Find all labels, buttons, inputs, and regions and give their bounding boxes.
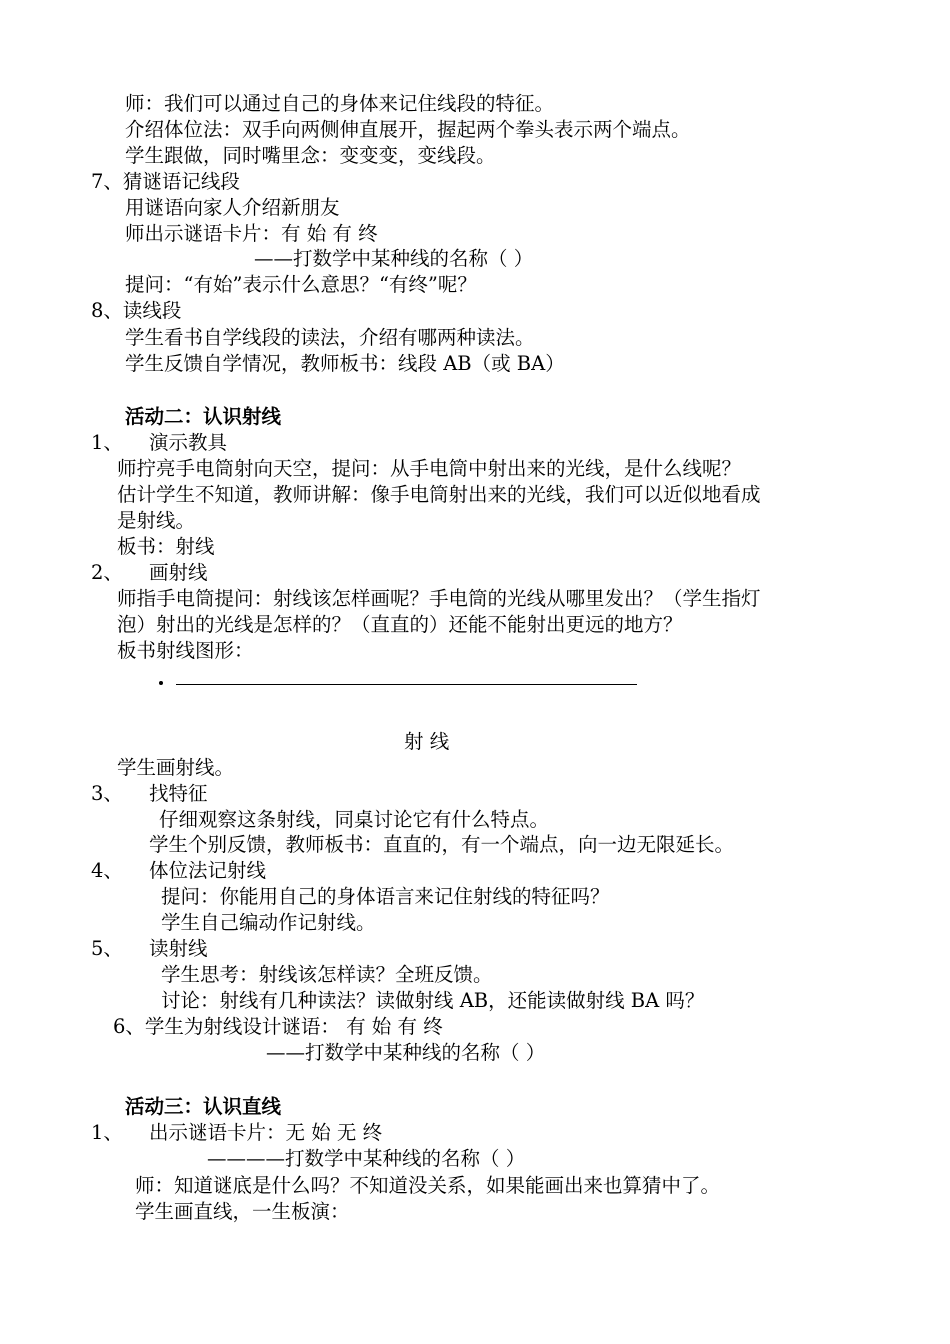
text-line: 讨论：射线有几种读法？读做射线 AB，还能读做射线 BA 吗？ [161, 989, 705, 1012]
text-line: 6、学生为射线设计谜语： 有 始 有 终 [113, 1015, 443, 1038]
text-line: 估计学生不知道，教师讲解：像手电筒射出来的光线，我们可以近似地看成 [117, 483, 761, 506]
text-line: 学生画射线。 [117, 756, 235, 779]
text-line: 师：知道谜底是什么吗？不知道没关系，如果能画出来也算猜中了。 [135, 1174, 721, 1197]
list-title: 体位法记射线 [149, 859, 267, 882]
list-title: 找特征 [149, 782, 208, 805]
text-line: 学生看书自学线段的读法，介绍有哪两种读法。 [125, 326, 535, 349]
text-line: 学生画直线，一生板演： [135, 1200, 350, 1223]
riddle-hint: ——打数学中某种线的名称（ ） [266, 1041, 546, 1064]
text-line: 师拧亮手电筒射向天空，提问：从手电筒中射出来的光线，是什么线呢？ [117, 457, 742, 480]
text-line: 学生自己编动作记射线。 [161, 911, 376, 934]
section-heading: 活动三：认识直线 [125, 1095, 282, 1118]
text-line: 板书射线图形： [117, 639, 254, 662]
list-title: 演示教具 [149, 431, 228, 454]
list-number: 1、 [91, 431, 123, 454]
list-number: 4、 [91, 859, 123, 882]
text-line: 提问：你能用自己的身体语言来记住射线的特征吗？ [161, 885, 610, 908]
list-title: 画射线 [149, 561, 208, 584]
text-line: 是射线。 [117, 509, 196, 532]
riddle-hint: ————打数学中某种线的名称（ ） [207, 1147, 526, 1170]
riddle-hint: ——打数学中某种线的名称（ ） [254, 247, 534, 270]
list-title: 出示谜语卡片：无 始 无 终 [149, 1121, 383, 1144]
text-line: 提问：“有始”表示什么意思？“有终”呢？ [125, 273, 477, 296]
ray-line [176, 684, 637, 685]
list-number: 3、 [91, 782, 123, 805]
text-line: 仔细观察这条射线，同桌讨论它有什么特点。 [159, 808, 550, 831]
text-line: 学生思考：射线该怎样读？全班反馈。 [161, 963, 493, 986]
list-title: 读射线 [149, 937, 208, 960]
text-line: 板书：射线 [117, 535, 215, 558]
list-number: 1、 [91, 1121, 123, 1144]
text-line: 学生跟做，同时嘴里念：变变变，变线段。 [125, 144, 496, 167]
text-line: 师出示谜语卡片：有 始 有 终 [125, 222, 378, 245]
section-heading: 活动二：认识射线 [125, 405, 282, 428]
text-line: 8、读线段 [91, 299, 182, 322]
text-line: 7、猜谜语记线段 [91, 170, 240, 193]
ray-caption: 射 线 [404, 730, 450, 753]
text-line: 师指手电筒提问：射线该怎样画呢？手电筒的光线从哪里发出？（学生指灯 [117, 587, 761, 610]
text-line: 介绍体位法：双手向两侧伸直展开，握起两个拳头表示两个端点。 [125, 118, 691, 141]
list-number: 5、 [91, 937, 123, 960]
text-line: 师：我们可以通过自己的身体来记住线段的特征。 [125, 92, 555, 115]
text-line: 用谜语向家人介绍新朋友 [125, 196, 340, 219]
ray-endpoint [159, 681, 163, 685]
list-number: 2、 [91, 561, 123, 584]
text-line: 泡）射出的光线是怎样的？（直直的）还能不能射出更远的地方？ [117, 613, 683, 636]
text-line: 学生反馈自学情况，教师板书：线段 AB（或 BA） [125, 352, 565, 375]
text-line: 学生个别反馈，教师板书：直直的，有一个端点，向一边无限延长。 [149, 833, 735, 856]
